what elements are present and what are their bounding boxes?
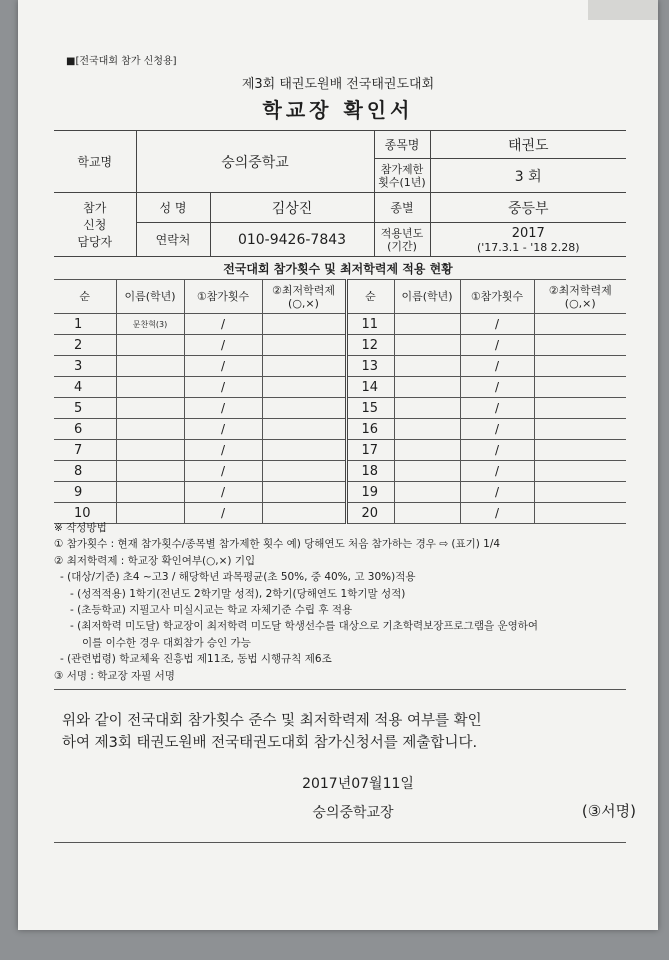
contact-label-line1: 참가 [83, 201, 107, 215]
col-min-header-2-line1: ②최저학력제 [548, 283, 612, 297]
row-name-2 [394, 440, 460, 461]
year-label [374, 223, 430, 257]
school-label: 학교명 [54, 131, 136, 193]
row-no-2: 12 [346, 335, 394, 356]
row-min-2 [534, 461, 626, 482]
note-2c: - (초등학교) 지필고사 미실시교는 학교 자체기준 수립 후 적용 [70, 604, 353, 617]
col-min-header-line2: (○,×) [288, 296, 319, 310]
year-value [430, 223, 626, 257]
note-2b: - (성적적용) 1학기(전년도 2학기말 성적), 2학기(당해연도 1학기말 성적) [70, 587, 406, 600]
row-name [116, 482, 184, 503]
row-count-2: / [460, 419, 534, 440]
row-name [116, 377, 184, 398]
confirmation-line1: 위와 같이 전국대회 참가횟수 준수 및 최저학력제 적용 여부를 확인 [62, 713, 482, 729]
table-row [54, 377, 626, 398]
event-value: 태권도 [430, 131, 626, 159]
col-min-header-2 [534, 280, 626, 314]
row-count-2: / [460, 440, 534, 461]
row-min [262, 419, 346, 440]
row-count-2: / [460, 461, 534, 482]
row-no-2: 19 [346, 482, 394, 503]
row-name-2 [394, 314, 460, 335]
row-name-2 [394, 419, 460, 440]
row-min [262, 377, 346, 398]
row-no-2: 13 [346, 356, 394, 377]
section-title: 전국대회 참가횟수 및 최저학력제 적용 현황 [223, 262, 453, 276]
notes-heading: ※ 작성방법 [54, 522, 107, 534]
row-min-2 [534, 314, 626, 335]
year-label-line1: 적용년도 [380, 226, 424, 240]
row-count: / [184, 398, 262, 419]
row-count: / [184, 461, 262, 482]
table-row [54, 482, 626, 503]
info-table [54, 130, 626, 257]
row-no: 5 [54, 398, 116, 419]
category-label: 종별 [374, 193, 430, 223]
row-no: 4 [54, 377, 116, 398]
table-row [54, 440, 626, 461]
document-title: 학교장 확인서 [262, 98, 414, 122]
row-no: 1 [54, 314, 116, 335]
row-no-2: 18 [346, 461, 394, 482]
row-name [116, 440, 184, 461]
row-min-2 [534, 377, 626, 398]
row-min [262, 356, 346, 377]
contact-label-line3: 담당자 [77, 235, 113, 249]
year-value-line2: ('17.3.1 - '18 2.28) [476, 240, 580, 254]
limit-value: 3 회 [430, 159, 626, 193]
year-value-line1: 2017 [511, 225, 545, 241]
school-value: 숭의중학교 [136, 131, 374, 193]
row-no: 6 [54, 419, 116, 440]
category-value: 중등부 [430, 193, 626, 223]
row-no-2: 14 [346, 377, 394, 398]
row-count-2: / [460, 314, 534, 335]
row-count: / [184, 482, 262, 503]
confirmation-text [62, 710, 642, 754]
row-min-2 [534, 356, 626, 377]
row-count: / [184, 440, 262, 461]
row-count-2: / [460, 398, 534, 419]
note-2e: - (관련법령) 학교체육 진흥법 제11조, 동법 시행규칙 제6조 [60, 653, 332, 666]
table-row [54, 356, 626, 377]
row-name-2 [394, 356, 460, 377]
contact-label-line2: 신청 [83, 218, 107, 232]
note-2: ② 최저학력제 : 학교장 확인여부(○,×) 기입 [54, 554, 256, 567]
row-count-2: / [460, 377, 534, 398]
row-min [262, 314, 346, 335]
row-no-2: 16 [346, 419, 394, 440]
row-count-2: / [460, 356, 534, 377]
year-label-line2: (기간) [387, 239, 417, 253]
row-no: 10 [54, 503, 116, 524]
row-no: 2 [54, 335, 116, 356]
row-no: 8 [54, 461, 116, 482]
row-no: 7 [54, 440, 116, 461]
row-no: 3 [54, 356, 116, 377]
row-min-2 [534, 398, 626, 419]
row-name-2 [394, 398, 460, 419]
table-row [54, 314, 626, 335]
row-name [116, 335, 184, 356]
note-2d-cont: 이를 이수한 경우 대회참가 승인 가능 [82, 636, 251, 649]
row-min [262, 440, 346, 461]
col-no-header: 순 [54, 280, 116, 314]
table-header-row [54, 280, 626, 314]
row-count-2: / [460, 482, 534, 503]
form-tag: ■[전국대회 참가 신청용] [66, 56, 177, 67]
row-min [262, 398, 346, 419]
event-label: 종목명 [374, 131, 430, 159]
row-min-2 [534, 482, 626, 503]
phone-label: 연락처 [136, 223, 210, 257]
limit-label-line1: 참가제한 [380, 162, 424, 176]
col-no-header-2: 순 [346, 280, 394, 314]
row-no: 9 [54, 482, 116, 503]
note-1: ① 참가횟수 : 현재 참가횟수/종목별 참가제한 횟수 예) 당해연도 처음 참가하는 경우 ⇨ (표기) 1/4 [54, 538, 501, 551]
row-min [262, 482, 346, 503]
note-2d: - (최저학력 미도달) 학교장이 최저학력 미도달 학생선수를 대상으로 기초학력보장프로그램을 운영하여 [70, 620, 539, 633]
row-min [262, 461, 346, 482]
table-body [54, 314, 626, 524]
row-count: / [184, 503, 262, 524]
row-name [116, 398, 184, 419]
school-head: 숭의중학교장 [312, 805, 394, 821]
divider-top [54, 689, 626, 690]
table-row [54, 419, 626, 440]
signature-mark: (③서명) [581, 802, 636, 820]
row-min-2 [534, 419, 626, 440]
row-no-2: 15 [346, 398, 394, 419]
row-name-2 [394, 335, 460, 356]
row-count: / [184, 314, 262, 335]
contact-label [54, 193, 136, 257]
row-name [116, 419, 184, 440]
page-corner [588, 0, 658, 20]
row-name-2 [394, 461, 460, 482]
participation-table [54, 279, 626, 524]
row-name: 문찬혁(3) [116, 314, 184, 335]
row-no-2: 20 [346, 503, 394, 524]
col-min-header-2-line2: (○,×) [564, 296, 596, 310]
row-name-2 [394, 377, 460, 398]
row-count: / [184, 356, 262, 377]
name-value: 김상진 [210, 193, 374, 223]
note-3: ③ 서명 : 학교장 자필 서명 [54, 669, 175, 682]
table-row [54, 461, 626, 482]
col-count-header-2: ①참가횟수 [460, 280, 534, 314]
event-subtitle: 제3회 태권도원배 전국태권도대회 [241, 77, 435, 92]
row-no-2: 11 [346, 314, 394, 335]
col-name-header: 이름(학년) [116, 280, 184, 314]
name-label: 성 명 [136, 193, 210, 223]
row-min-2 [534, 440, 626, 461]
row-count: / [184, 419, 262, 440]
divider-bottom [54, 842, 626, 843]
instructions [54, 520, 634, 684]
row-count: / [184, 335, 262, 356]
row-name [116, 356, 184, 377]
col-count-header: ①참가횟수 [184, 280, 262, 314]
col-min-header [262, 280, 346, 314]
limit-label-line2: 횟수(1년) [378, 175, 426, 189]
row-min-2 [534, 335, 626, 356]
row-name-2 [394, 482, 460, 503]
row-no-2: 17 [346, 440, 394, 461]
row-min [262, 335, 346, 356]
col-min-header-line1: ②최저학력제 [272, 283, 335, 297]
row-count-2: / [460, 503, 534, 524]
row-count: / [184, 377, 262, 398]
note-2a: - (대상/기준) 초4 ~고3 / 해당학년 과목평균(초 50%, 중 40%, 고 30%)적용 [60, 571, 416, 584]
table-row [54, 335, 626, 356]
row-count-2: / [460, 335, 534, 356]
limit-label [374, 159, 430, 193]
issue-date: 2017년07월11일 [302, 776, 414, 792]
col-name-header-2: 이름(학년) [394, 280, 460, 314]
document-page [18, 0, 658, 930]
phone-value: 010-9426-7843 [210, 223, 374, 257]
table-row [54, 398, 626, 419]
confirmation-line2: 하여 제3회 태권도원배 전국태권도대회 참가신청서를 제출합니다. [62, 735, 478, 751]
row-name [116, 461, 184, 482]
